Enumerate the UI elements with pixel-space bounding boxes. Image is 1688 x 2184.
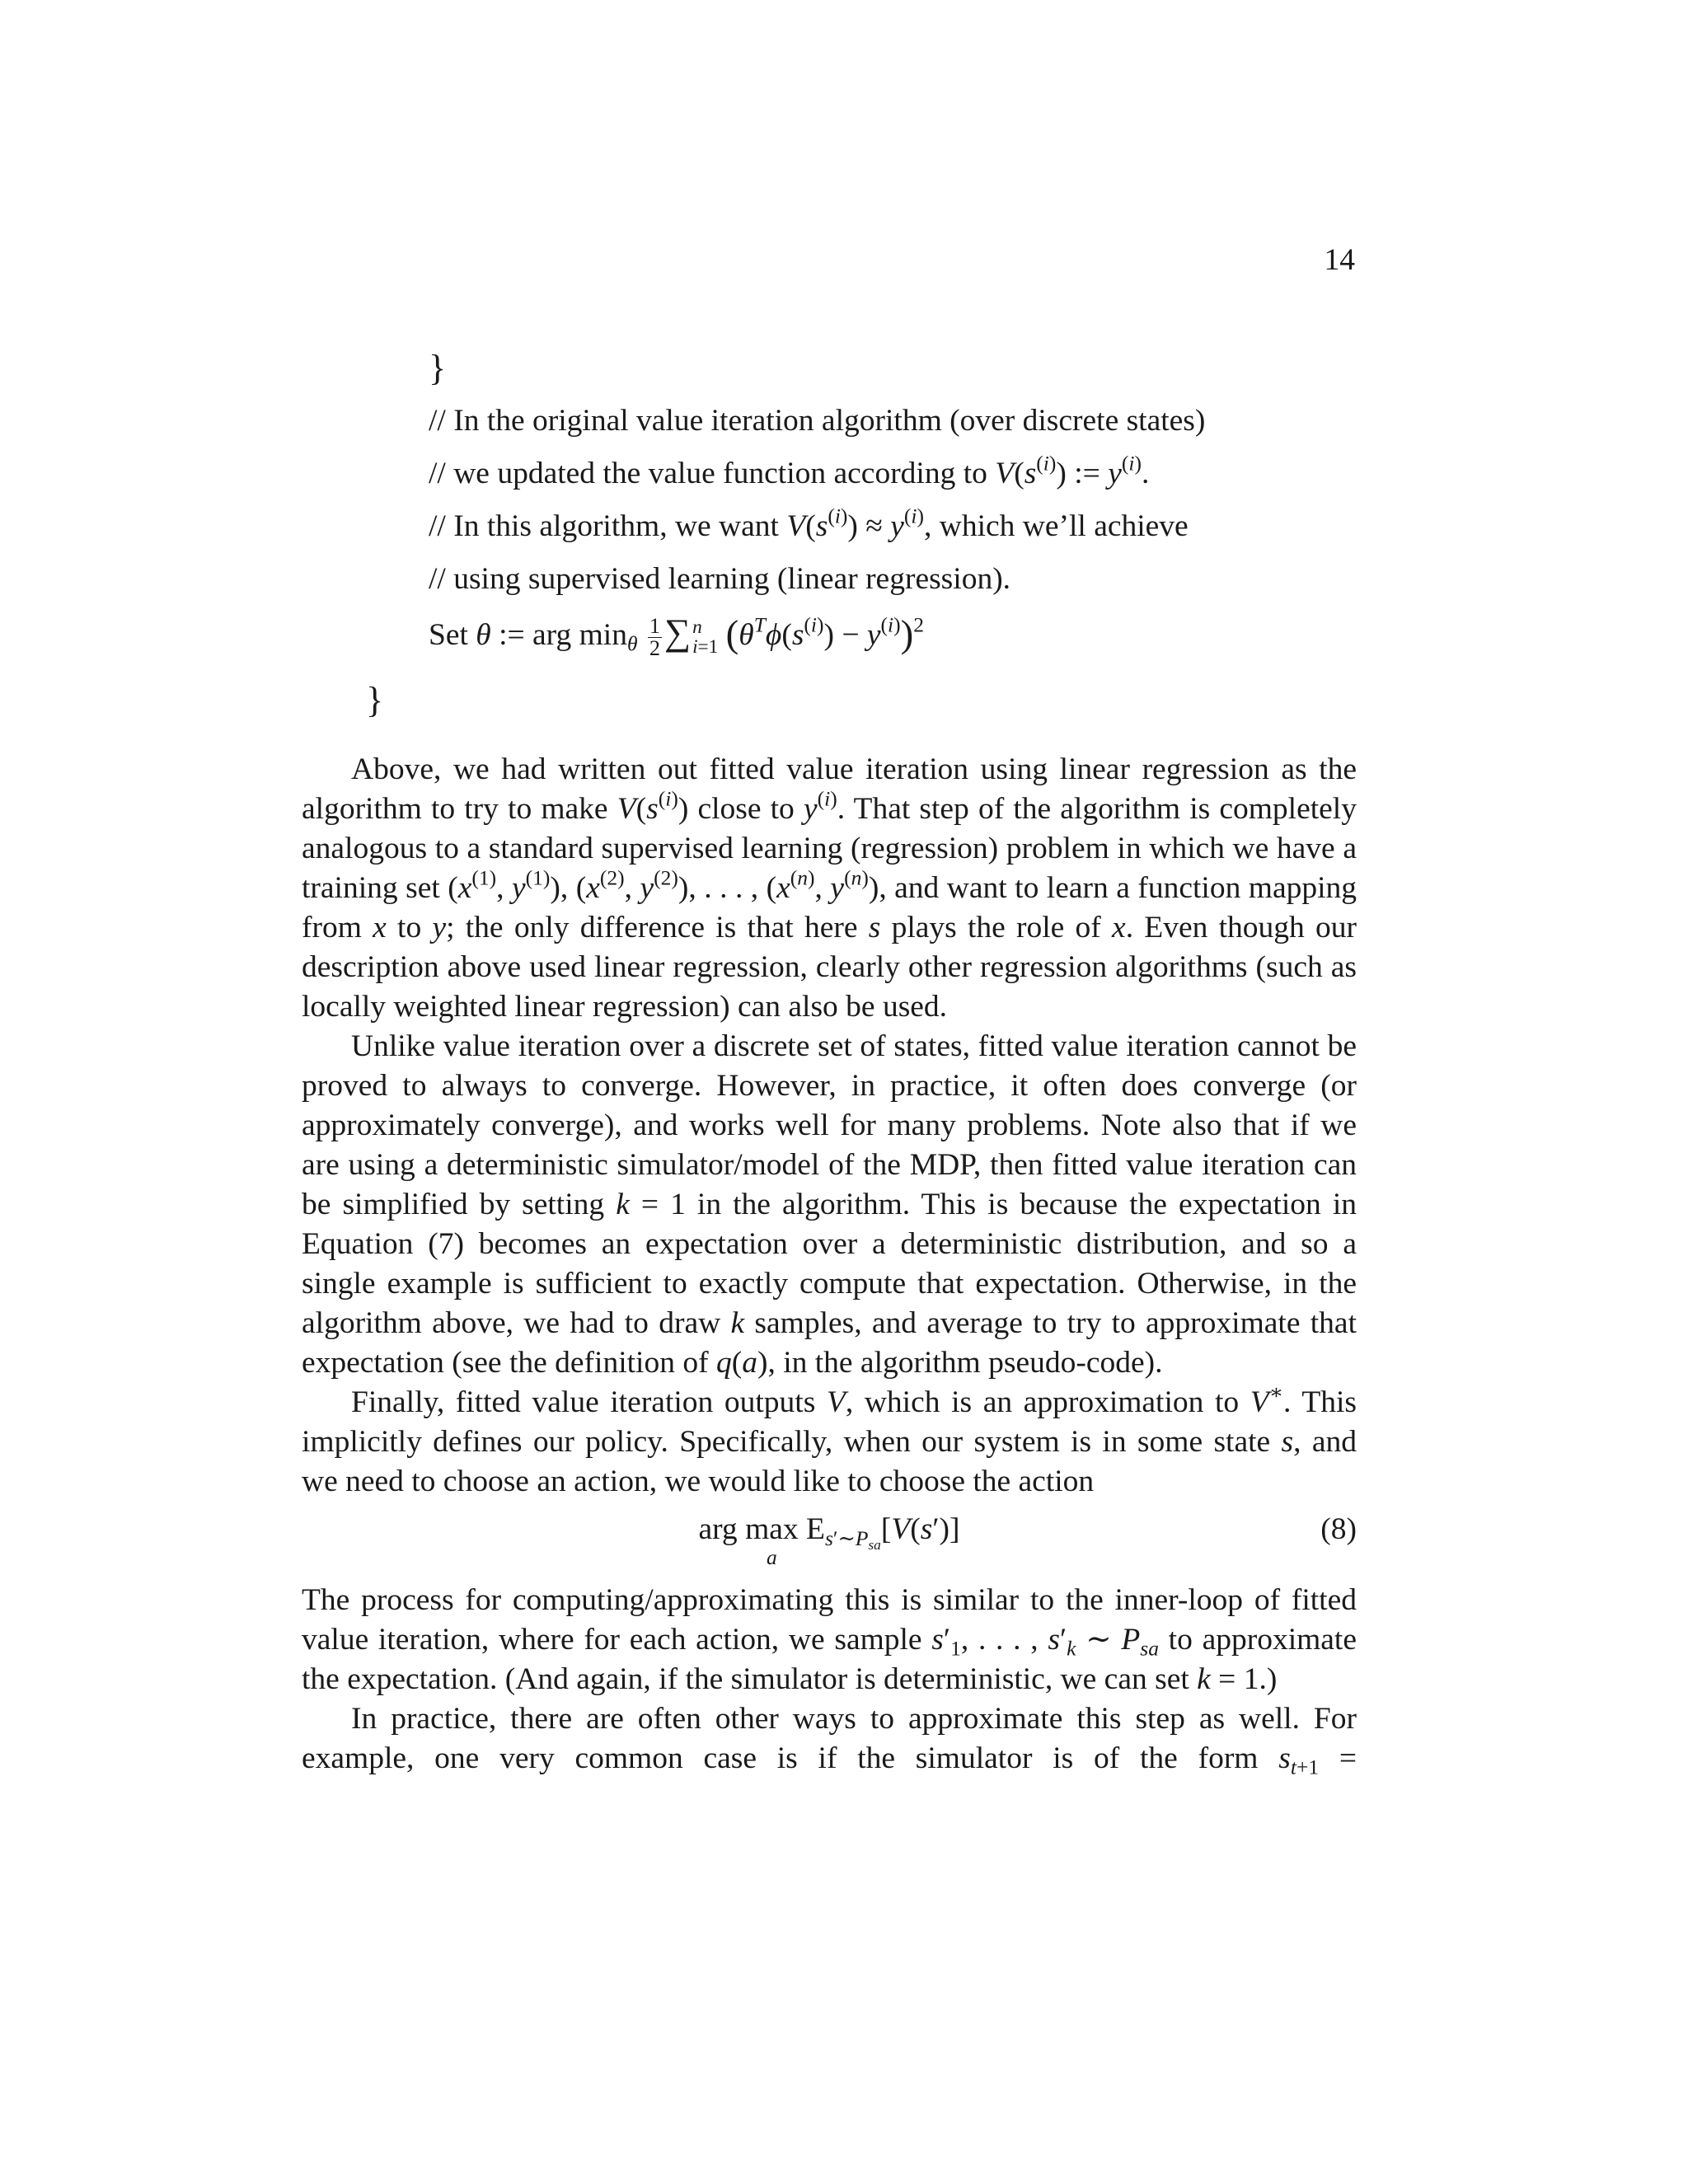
math-q-of-a: q(a) xyxy=(715,1346,768,1380)
p1-text-f: ; the only difference is that here xyxy=(446,911,869,944)
body-text xyxy=(302,750,1357,1779)
page-number: 14 xyxy=(1324,243,1355,277)
comment-2-text: // we updated the value function according to xyxy=(429,457,996,490)
paragraph-5 xyxy=(302,1699,1357,1779)
equation-8 xyxy=(302,1502,1357,1581)
p2-text-a: Unlike value iteration over a discrete set of states, fitted value iteration cannot be proved to always to converge. However, in practice, it often does converge (or approximately converge), and works well for many problems. Note also that if we are using a deterministic simulator/model of the MDP, then fitted value iteration can be simplified by setting xyxy=(302,1029,1357,1221)
math-v-of-s: $V(s^{(i)})$ xyxy=(617,786,689,826)
outer-closing-brace: } xyxy=(366,680,384,720)
equation-8-expression: arg max a $E_{s'\sim P_{sa}}[V(s')]$ xyxy=(698,1512,960,1569)
math-y-i: $y^{(i)}$ xyxy=(803,786,837,826)
p1-text-d: , and want to learn a function mapping from xyxy=(302,871,1357,944)
p1-text-h: . Even though our description above used linear regression, clearly other regression algorithms (such as locally weighted linear regression) can also be used. xyxy=(302,911,1357,1024)
comment-3-text: // In this algorithm, we want xyxy=(429,509,787,543)
math-samples: $s'_1$, . . . , $s'_k$ ∼ $P_{sa}$ xyxy=(931,1623,1159,1661)
inner-closing-brace: } xyxy=(429,348,447,388)
p2-text-b: in the algorithm. This is because the expectation in Equation (7) becomes an expectation over a deterministic distribution, and so a single example is sufficient to exactly compute that expectation. Otherwise, in the algorithm above, we had to draw xyxy=(302,1188,1357,1340)
math-training-set: ($x^{(1)}$, $y^{(1)}$), ($x^{(2)}$, $y^{(2)}$), . . . , ($x^{(n)}$, $y^{(n)}$) xyxy=(448,865,879,905)
p5-text-a: In practice, there are often other ways to approximate this step as well. For example, one very common case is if the simulator is of the form xyxy=(302,1702,1357,1775)
algorithm-block xyxy=(429,342,1418,658)
p1-text-e: to xyxy=(386,911,433,944)
p1-text-a: Above, we had written out fitted value iteration using linear regression as the algorithm to try to make xyxy=(302,752,1357,826)
paragraph-2 xyxy=(302,1027,1357,1383)
p3-text-a: Finally, fitted value iteration outputs xyxy=(351,1385,827,1419)
p4-text-c: .) xyxy=(1259,1662,1278,1696)
math-V-star: V∗ xyxy=(1250,1380,1284,1419)
algorithm-set-theta xyxy=(429,606,1418,658)
math-y: y xyxy=(432,911,447,944)
math-x-2: x xyxy=(1112,911,1126,944)
math-update-rule: $V(s^{(i)})$ := $y^{(i)}$. xyxy=(995,451,1150,490)
paragraph-3 xyxy=(302,1380,1357,1502)
algorithm-comment-1: // In the original value iteration algorithm (over discrete states) xyxy=(429,404,1206,438)
p3-text-c: . This implicitly defines our policy. Specifically, when our system is in some state xyxy=(302,1385,1357,1459)
paragraph-1 xyxy=(302,750,1357,1027)
math-s-t-plus-1: $s_{t+1}$ = xyxy=(1278,1741,1357,1779)
p4-text-b: to approximate the expectation. (And again, if the simulator is deterministic, we can set xyxy=(302,1623,1357,1696)
comment-3-tail: , which we’ll achieve xyxy=(924,509,1189,543)
p3-text-b: , which is an approximation to xyxy=(845,1385,1250,1419)
math-k: k xyxy=(730,1306,745,1340)
math-k-equals-1-b: k = 1 xyxy=(1197,1662,1259,1696)
p2-text-d: , in the algorithm pseudo-code). xyxy=(767,1346,1163,1380)
math-s-2: s xyxy=(1281,1425,1294,1459)
math-argmin-objective: θ := arg $\min_\theta$ $\frac{1}{2}$ ∑ n i=1 $(\theta^T\phi(s^{(i)}) - y^{(i)})^2$ xyxy=(476,612,924,660)
math-approximation: $V(s^{(i)}) \approx y^{(i)}$ xyxy=(786,504,924,543)
math-x: x xyxy=(373,911,387,944)
equation-8-number: (8) xyxy=(1320,1512,1357,1546)
p2-text-c: samples, and average to try to approximate that expectation (see the definition of xyxy=(302,1306,1357,1380)
p4-text-a: The process for computing/approximating this is similar to the inner-loop of fitted value iteration, where for each action, we sample xyxy=(302,1583,1357,1657)
math-k-equals-1: k = 1 xyxy=(616,1188,686,1221)
math-s: s xyxy=(868,911,881,944)
p1-text-b: close to xyxy=(688,792,804,826)
algorithm-comment-4: // using supervised learning (linear regression). xyxy=(429,562,1011,596)
p3-text-d: , and we need to choose an action, we would like to choose the action xyxy=(302,1425,1357,1498)
p1-text-c: . That step of the algorithm is completely analogous to a standard supervised learning (regression) problem in which we have a training set xyxy=(302,792,1357,905)
set-prefix: Set xyxy=(429,618,476,652)
paragraph-4 xyxy=(302,1581,1357,1699)
math-V: V xyxy=(826,1385,846,1419)
algorithm-comment-3 xyxy=(429,500,1418,553)
p1-text-g: plays the role of xyxy=(880,911,1113,944)
algorithm-comment-2 xyxy=(429,448,1418,500)
